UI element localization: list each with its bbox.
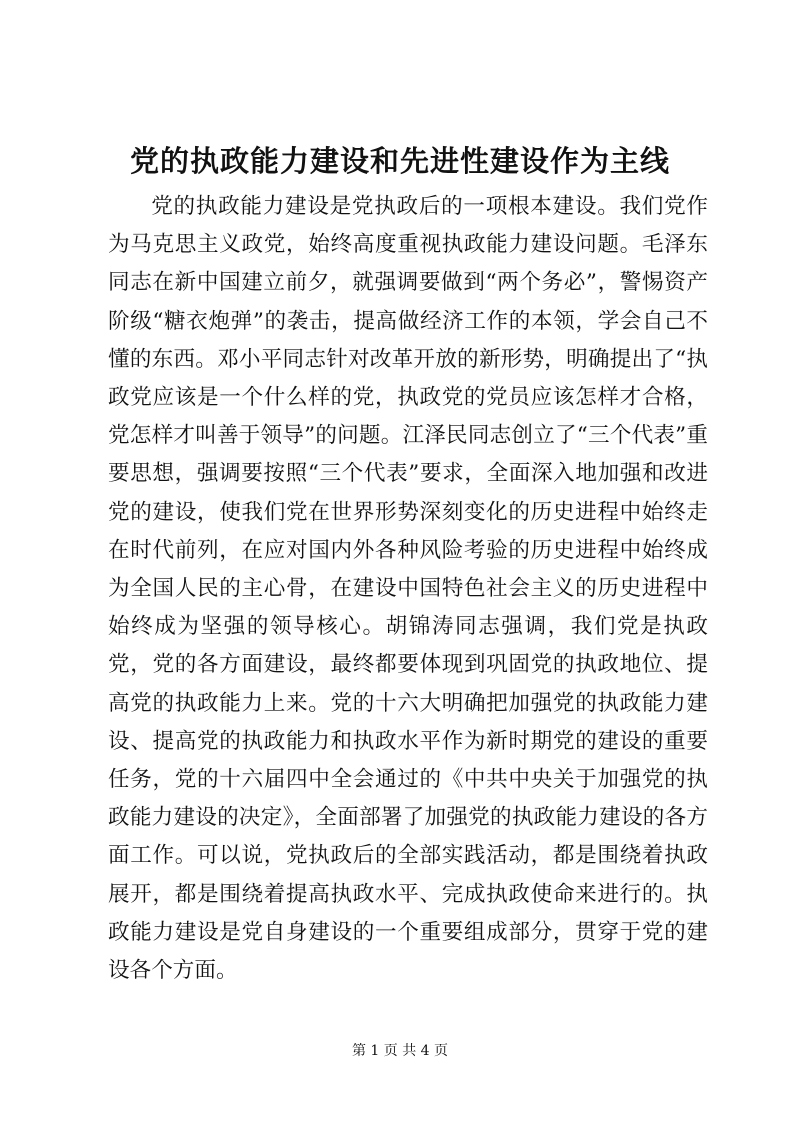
document-title: 党的执政能力建设和先进性建设作为主线 bbox=[129, 144, 670, 178]
body-paragraph: 党的执政能力建设是党执政后的一项根本建设。我们党作为马克思主义政党，始终高度重视执政能力建设问题。毛泽东同志在新中国建立前夕，就强调要做到“两个务必”，警惕资产阶级“糖衣炮弹”的袭击，提高做经济工作的本领，学会自己不懂的东西。邓小平同志针对改革开放的新形势，明确提出了“执政党应该是一个什么样的党，执政党的党员应该怎样才合格，党怎样才叫善于领导”的问题。江泽民同志创立了“三个代表”重要思想，强调要按照“三个代表”要求，全面深入地加强和改进党的建设，使我们党在世界形势深刻变化的历史进程中始终走在时代前列，在应对国内外各种风险考验的历史进程中始终成为全国人民的主心骨，在建设中国特色社会主义的历史进程中始终成为坚强的领导核心。胡锦涛同志强调，我们党是执政党，党的各方面建设，最终都要体现到巩固党的执政地位、提高党的执政能力上来。党的十六大明确把加强党的执政能力建设、提高党的执政能力和执政水平作为新时期党的建设的重要任务，党的十六届四中全会通过的《中共中央关于加强党的执政能力建设的决定》，全面部署了加强党的执政能力建设的各方面工作。可以说，党执政后的全部实践活动，都是围绕着执政展开，都是围绕着提高执政水平、完成执政使命来进行的。执政能力建设是党自身建设的一个重要组成部分，贯穿于党的建设各个方面。 bbox=[108, 194, 708, 984]
page-number: 第 1 页 共 4 页 bbox=[351, 1043, 449, 1059]
